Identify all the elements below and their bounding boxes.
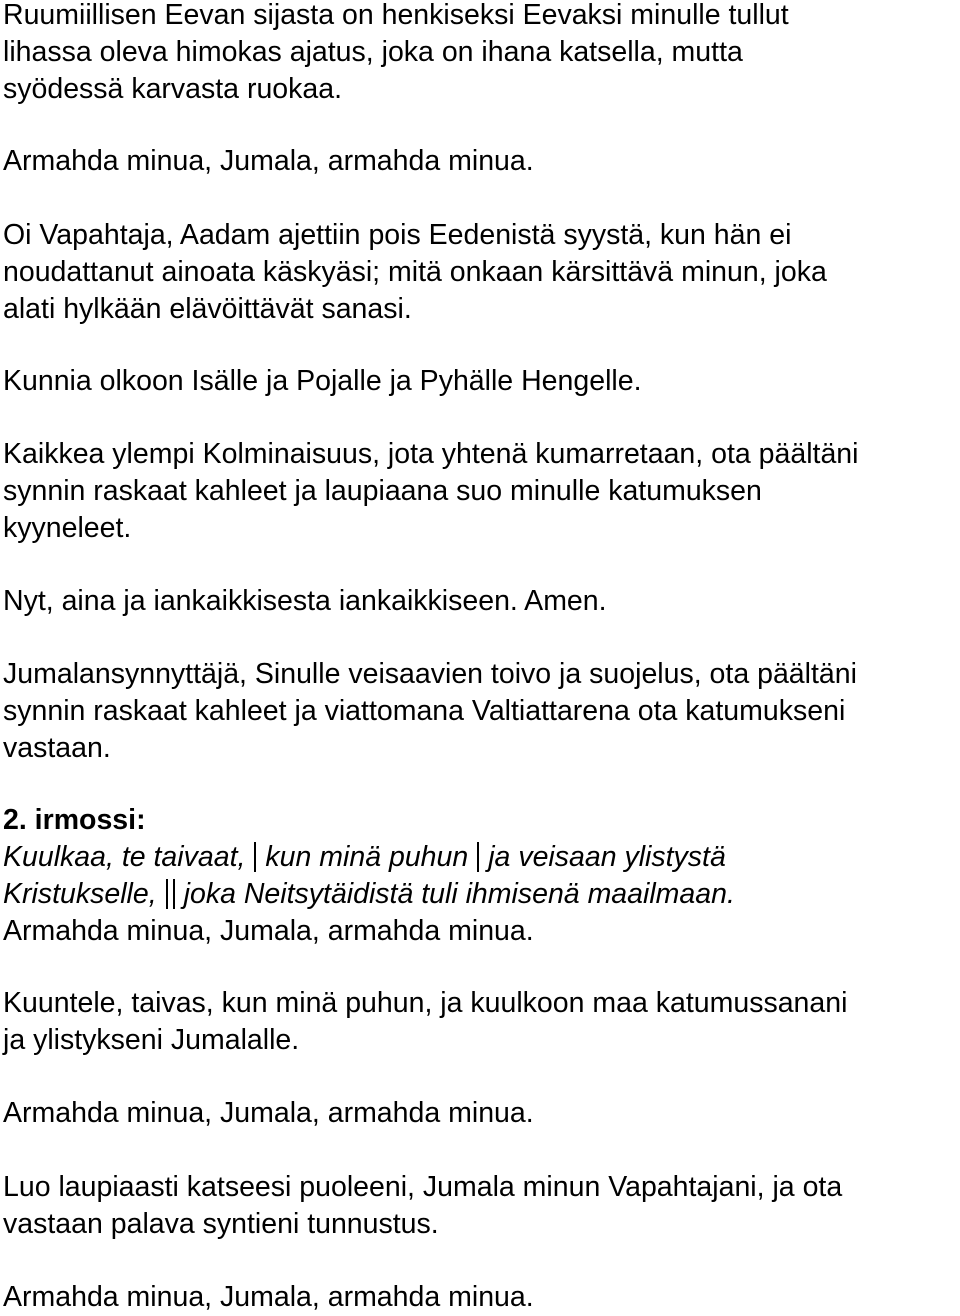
amen-line: Nyt, aina ja iankaikkisesta iankaikkiseen. Amen. bbox=[3, 585, 607, 617]
irmos-heading: 2. irmossi: bbox=[3, 804, 146, 836]
paragraph-heaven bbox=[3, 985, 847, 1059]
irmos-line-1: Kuulkaa, te taivaat, kun minä puhun ja veisaan ylistystä bbox=[3, 841, 726, 873]
text-line: vastaan. bbox=[3, 732, 111, 764]
paragraph-adam bbox=[3, 217, 827, 328]
text-line: alati hylkään elävöittävät sanasi. bbox=[3, 293, 412, 325]
paragraph-trinity bbox=[3, 436, 858, 547]
text-line: Ruumiillisen Eevan sijasta on henkiseksi Eevaksi minulle tullut bbox=[3, 0, 789, 31]
text-line: ja ylistykseni Jumalalle. bbox=[3, 1024, 300, 1056]
paragraph-eve bbox=[3, 0, 789, 108]
chant-divider bbox=[254, 842, 256, 872]
text-line: synnin raskaat kahleet ja laupiaana suo minulle katumuksen bbox=[3, 475, 762, 507]
refrain: Armahda minua, Jumala, armahda minua. bbox=[3, 1281, 534, 1313]
irmos-section bbox=[3, 802, 735, 950]
doxology: Kunnia olkoon Isälle ja Pojalle ja Pyhälle Hengelle. bbox=[3, 365, 642, 397]
chant-double-divider bbox=[166, 879, 168, 909]
chant-divider bbox=[477, 842, 479, 872]
text-line: Jumalansynnyttäjä, Sinulle veisaavien toivo ja suojelus, ota päältäni bbox=[3, 658, 857, 690]
paragraph-theotokos bbox=[3, 656, 857, 767]
text-line: kyyneleet. bbox=[3, 512, 132, 544]
text-line: Luo laupiaasti katseesi puoleeni, Jumala minun Vapahtajani, ja ota bbox=[3, 1171, 843, 1203]
paragraph-savior bbox=[3, 1169, 842, 1243]
irmos-line-2: Kristukselle, joka Neitsytäidistä tuli ihmisenä maailmaan. bbox=[3, 878, 735, 910]
text-line: lihassa oleva himokas ajatus, joka on ihana katsella, mutta bbox=[3, 36, 743, 68]
text-line: syödessä karvasta ruokaa. bbox=[3, 73, 343, 105]
text-line: Oi Vapahtaja, Aadam ajettiin pois Eedenistä syystä, kun hän ei bbox=[3, 219, 792, 251]
refrain: Armahda minua, Jumala, armahda minua. bbox=[3, 145, 534, 177]
refrain: Armahda minua, Jumala, armahda minua. bbox=[3, 915, 534, 947]
refrain: Armahda minua, Jumala, armahda minua. bbox=[3, 1097, 534, 1129]
text-line: Kuuntele, taivas, kun minä puhun, ja kuulkoon maa katumussanani bbox=[3, 987, 848, 1019]
text-line: Kaikkea ylempi Kolminaisuus, jota yhtenä kumarretaan, ota päältäni bbox=[3, 438, 859, 470]
text-line: vastaan palava syntieni tunnustus. bbox=[3, 1208, 439, 1240]
text-line: synnin raskaat kahleet ja viattomana Valtiattarena ota katumukseni bbox=[3, 695, 846, 727]
text-line: noudattanut ainoata käskyäsi; mitä onkaan kärsittävä minun, joka bbox=[3, 256, 827, 288]
